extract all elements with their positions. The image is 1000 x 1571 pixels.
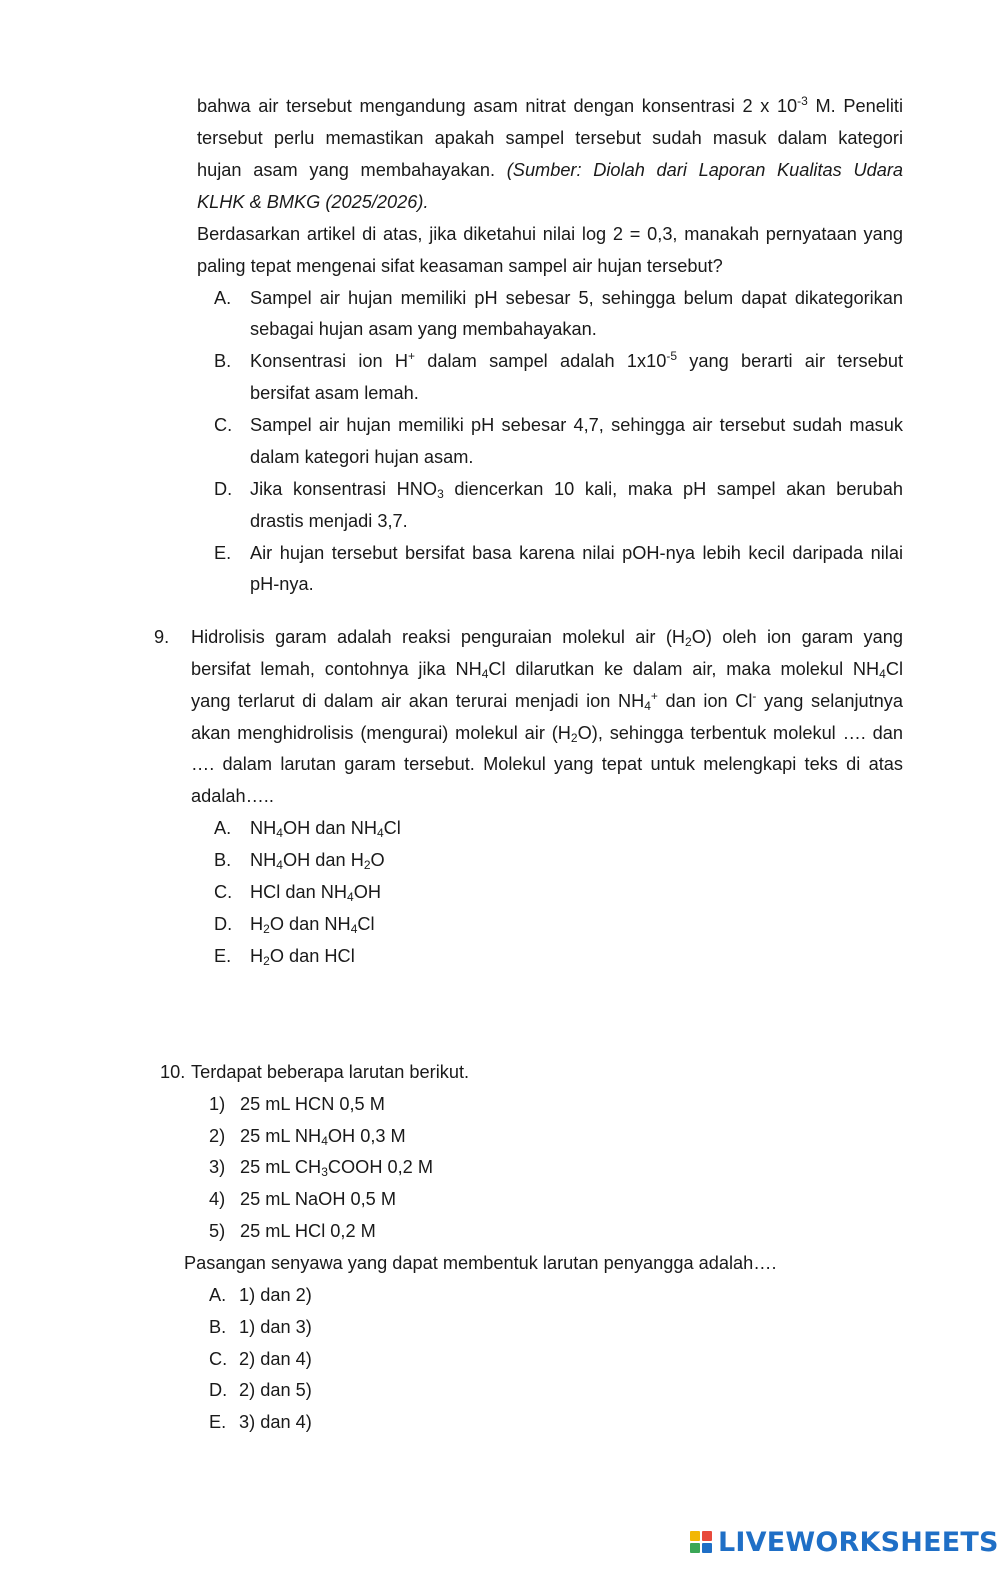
- q10-option-b[interactable]: 1) dan 3): [239, 1317, 312, 1337]
- q9-option-e[interactable]: $H_2O$ dan HCl: [250, 946, 355, 968]
- q9-line-4: akan menghidrolisis (mengurai) molekul air $(H_2O)$, sehingga terbentuk molekul …. dan: [191, 723, 903, 745]
- q10-item-3: 25 mL $CH_3COOH$ 0,2 M: [240, 1157, 433, 1179]
- q8-option-b-line-1[interactable]: Konsentrasi ion H+ dalam sampel adalah $1x10^{-5}$ yang berarti air tersebut: [250, 349, 903, 371]
- q10-option-b-letter[interactable]: B.: [209, 1317, 227, 1337]
- q9-option-b[interactable]: $NH_4OH$ dan $H_2O$: [250, 850, 385, 872]
- q8-option-e-line-2[interactable]: pH-nya.: [250, 574, 314, 594]
- q10-item-2: 25 mL $NH_4OH$ 0,3 M: [240, 1126, 406, 1148]
- q9-line-1: Hidrolisis garam adalah reaksi penguraian molekul air $(H_2O)$ oleh ion garam yang: [191, 627, 903, 649]
- q10-option-c[interactable]: 2) dan 4): [239, 1349, 312, 1369]
- q9-option-a-letter[interactable]: A.: [214, 818, 232, 838]
- q8-option-e-line-1[interactable]: Air hujan tersebut bersifat basa karena nilai pOH-nya lebih kecil daripada nilai: [250, 543, 903, 563]
- q10-item-4-num: 4): [209, 1189, 226, 1209]
- q10-intro: Terdapat beberapa larutan berikut.: [191, 1062, 470, 1082]
- q8-source-citation: (Sumber: Diolah dari Laporan Kualitas Udara: [506, 160, 903, 180]
- q10-option-a[interactable]: 1) dan 2): [239, 1285, 312, 1305]
- q8-paragraph-line-1: bahwa air tersebut mengandung asam nitrat dengan konsentrasi 2 x $10^{-3}$ M. Peneliti: [197, 94, 903, 116]
- q10-question: Pasangan senyawa yang dapat membentuk larutan penyangga adalah….: [184, 1253, 777, 1273]
- q9-option-c-letter[interactable]: C.: [214, 882, 233, 902]
- q9-option-b-letter[interactable]: B.: [214, 850, 232, 870]
- q8-paragraph-line-3: hujan asam yang membahayakan. (Sumber: Diolah dari Laporan Kualitas Udara: [197, 160, 903, 180]
- q10-number: 10.: [160, 1062, 186, 1082]
- logo-grid-icon: [690, 1531, 714, 1555]
- q9-option-d-letter[interactable]: D.: [214, 914, 233, 934]
- q8-option-d-line-1[interactable]: Jika konsentrasi $HNO_3$ diencerkan 10 kali, maka pH sampel akan berubah: [250, 479, 903, 501]
- q10-item-1: 25 mL HCN 0,5 M: [240, 1094, 385, 1114]
- q10-item-5-num: 5): [209, 1221, 226, 1241]
- q9-option-e-letter[interactable]: E.: [214, 946, 232, 966]
- q8-option-e-letter[interactable]: E.: [214, 543, 232, 563]
- q8-option-c-letter[interactable]: C.: [214, 415, 233, 435]
- q9-option-a[interactable]: $NH_4OH$ dan $NH_4Cl$: [250, 818, 401, 840]
- q8-option-a-line-1[interactable]: Sampel air hujan memiliki pH sebesar 5, sehingga belum dapat dikategorikan: [250, 288, 903, 308]
- q10-option-e-letter[interactable]: E.: [209, 1412, 227, 1432]
- q10-item-5: 25 mL HCl 0,2 M: [240, 1221, 376, 1241]
- q8-option-b-letter[interactable]: B.: [214, 351, 232, 371]
- q8-stem-line-2: paling tepat mengenai sifat keasaman sampel air hujan tersebut?: [197, 256, 723, 276]
- q10-item-4: 25 mL NaOH 0,5 M: [240, 1189, 396, 1209]
- q9-option-c[interactable]: HCl dan $NH_4OH$: [250, 882, 381, 904]
- q10-option-c-letter[interactable]: C.: [209, 1349, 228, 1369]
- q10-item-1-num: 1): [209, 1094, 226, 1114]
- q10-option-d[interactable]: 2) dan 5): [239, 1380, 312, 1400]
- q8-stem-line-1: Berdasarkan artikel di atas, jika diketahui nilai log 2 = 0,3, manakah pernyataan yang: [197, 224, 903, 244]
- q8-option-a-line-2[interactable]: sebagai hujan asam yang membahayakan.: [250, 319, 597, 339]
- q8-option-b-line-2[interactable]: bersifat asam lemah.: [250, 383, 419, 403]
- q10-item-3-num: 3): [209, 1157, 226, 1177]
- q9-option-d[interactable]: $H_2O$ dan $NH_4Cl$: [250, 914, 375, 936]
- q9-number: 9.: [154, 627, 170, 647]
- q10-option-d-letter[interactable]: D.: [209, 1380, 228, 1400]
- q8-source-citation-end: KLHK & BMKG (2025/2026).: [197, 192, 429, 212]
- q8-option-c-line-2[interactable]: dalam kategori hujan asam.: [250, 447, 474, 467]
- q10-option-a-letter[interactable]: A.: [209, 1285, 227, 1305]
- q8-option-a-letter[interactable]: A.: [214, 288, 232, 308]
- q8-option-d-letter[interactable]: D.: [214, 479, 233, 499]
- q9-line-3: yang terlarut di dalam air akan terurai menjadi ion $NH_4^+$ dan ion Cl- yang selanjutnya: [191, 689, 903, 713]
- q8-option-d-line-2[interactable]: drastis menjadi 3,7.: [250, 511, 408, 531]
- q10-item-2-num: 2): [209, 1126, 226, 1146]
- q9-line-6: adalah…..: [191, 786, 274, 806]
- q8-option-c-line-1[interactable]: Sampel air hujan memiliki pH sebesar 4,7, sehingga air tersebut sudah masuk: [250, 415, 903, 435]
- q8-paragraph-line-2: tersebut perlu memastikan apakah sampel tersebut sudah masuk dalam kategori: [197, 128, 903, 148]
- q10-option-e[interactable]: 3) dan 4): [239, 1412, 312, 1432]
- q9-line-5: …. dalam larutan garam tersebut. Molekul yang tepat untuk melengkapi teks di atas: [191, 754, 903, 774]
- liveworksheets-logo[interactable]: [690, 1526, 999, 1560]
- logo-text: LIVEWORKSHEETS: [718, 1527, 999, 1558]
- q9-line-2: bersifat lemah, contohnya jika $NH_4Cl$ dilarutkan ke dalam air, maka molekul $NH_4Cl$: [191, 659, 903, 681]
